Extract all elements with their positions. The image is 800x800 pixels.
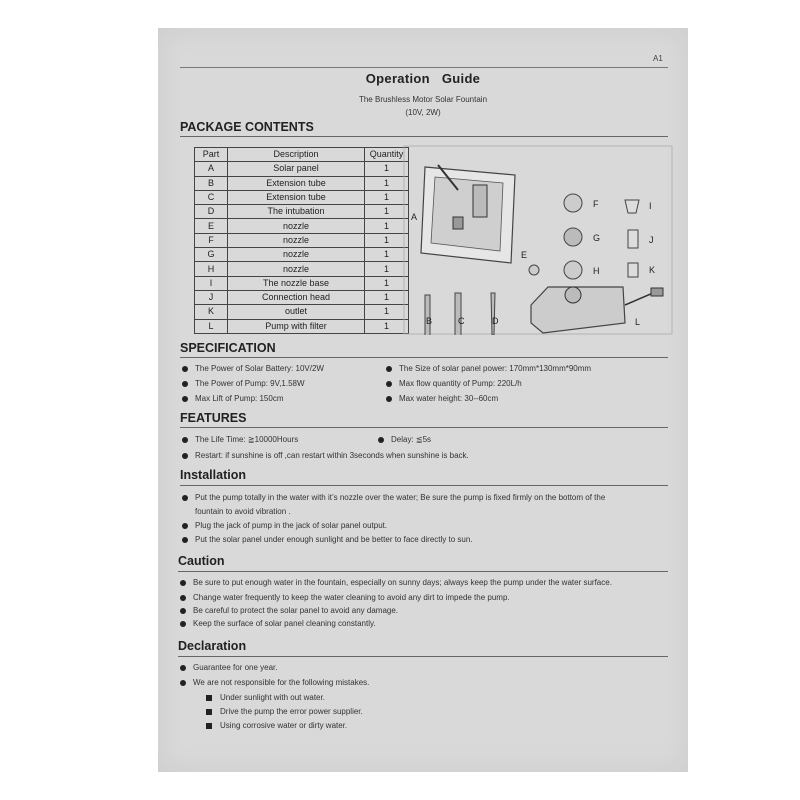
spec-pump-power: The Power of Pump: 9V,1.58W <box>182 379 305 388</box>
label-k: K <box>649 265 656 275</box>
feature-life-time: The Life Time: ≧10000Hours <box>182 435 298 444</box>
pump-drawing <box>531 287 663 333</box>
declaration-item: We are not responsible for the following mistakes. <box>180 678 369 687</box>
description-cell: nozzle <box>228 233 365 247</box>
spec-panel-size: The Size of solar panel power: 170mm*130mm*90mm <box>386 364 591 373</box>
bullet-icon <box>180 580 186 586</box>
square-bullet-icon <box>206 695 212 701</box>
bullet-icon <box>182 537 188 543</box>
description-cell: The nozzle base <box>228 276 365 290</box>
bullet-icon <box>386 366 392 372</box>
quantity-cell: 1 <box>365 219 409 233</box>
label-b-text: B <box>426 316 433 326</box>
quantity-cell: 1 <box>365 162 409 176</box>
quantity-cell: 1 <box>365 319 409 333</box>
bullet-icon <box>182 366 188 372</box>
caution-heading: Caution <box>178 554 225 568</box>
description-cell: Pump with filter <box>228 319 365 333</box>
bullet-icon <box>180 665 186 671</box>
description-cell: nozzle <box>228 262 365 276</box>
label-g: G <box>593 233 601 243</box>
feature-restart: Restart: if sunshine is off ,can restart within 3seconds when sunshine is back. <box>182 451 469 460</box>
part-cell: I <box>195 276 228 290</box>
manual-page <box>158 28 688 772</box>
caution-item: Be careful to protect the solar panel to avoid any damage. <box>180 606 398 615</box>
table-row <box>195 305 409 319</box>
connection-head-j-drawing <box>628 230 638 248</box>
quantity-cell: 1 <box>365 276 409 290</box>
outlet-k-drawing <box>628 263 638 277</box>
description-cell: Extension tube <box>228 176 365 190</box>
square-bullet-icon <box>206 709 212 715</box>
spec-battery: The Power of Solar Battery: 10V/2W <box>182 364 324 373</box>
specification-heading: SPECIFICATION <box>180 341 276 355</box>
title-operation: Operation <box>365 71 430 86</box>
spec-max-flow: Max flow quantity of Pump: 220L/h <box>386 379 522 388</box>
parts-illustration <box>403 145 673 335</box>
bullet-icon <box>386 396 392 402</box>
table-row <box>195 248 409 262</box>
package-contents-heading: PACKAGE CONTENTS <box>180 120 314 134</box>
description-cell: Solar panel <box>228 162 365 176</box>
features-rule <box>180 427 668 428</box>
power-rating: (10V, 2W) <box>405 108 441 117</box>
quantity-cell: 1 <box>365 233 409 247</box>
specification-rule <box>180 357 668 358</box>
label-c-text: C <box>458 316 465 326</box>
description-cell: Connection head <box>228 290 365 304</box>
description-cell: nozzle <box>228 219 365 233</box>
label-d-text: D <box>492 316 499 326</box>
installation-rule <box>180 485 668 486</box>
quantity-cell: 1 <box>365 290 409 304</box>
feature-delay: Delay: ≦5s <box>378 435 431 444</box>
table-row <box>195 262 409 276</box>
solar-panel-drawing <box>421 165 515 263</box>
quantity-cell: 1 <box>365 176 409 190</box>
quantity-cell: 1 <box>365 248 409 262</box>
part-cell: D <box>195 205 228 219</box>
declaration-sub-item: Drive the pump the error power supplier. <box>206 707 363 716</box>
declaration-sub-item: Using corrosive water or dirty water. <box>206 721 347 730</box>
quantity-cell: 1 <box>365 190 409 204</box>
part-cell: K <box>195 305 228 319</box>
description-cell: nozzle <box>228 248 365 262</box>
table-row <box>195 190 409 204</box>
caution-rule <box>178 571 668 572</box>
label-f: F <box>593 199 599 209</box>
caution-item: Change water frequently to keep the water cleaning to avoid any dirt to impede the pump. <box>180 593 510 602</box>
quantity-cell: 1 <box>365 305 409 319</box>
bullet-icon <box>180 680 186 686</box>
caution-item: Be sure to put enough water in the fountain, especially on sunny days; always keep the pump under the water surface. <box>180 578 612 587</box>
label-a: A <box>411 212 418 222</box>
label-h: H <box>593 266 600 276</box>
nozzle-base-i-drawing <box>625 200 639 213</box>
declaration-item: Guarantee for one year. <box>180 663 278 672</box>
bullet-icon <box>182 396 188 402</box>
document-subtitle: The Brushless Motor Solar Fountain <box>358 95 488 104</box>
declaration-heading: Declaration <box>178 639 247 653</box>
features-heading: FEATURES <box>180 411 247 425</box>
installation-step: Plug the jack of pump in the jack of solar panel output. <box>182 521 387 530</box>
parts-table <box>194 147 409 334</box>
bullet-icon <box>182 495 188 501</box>
bullet-icon <box>180 608 186 614</box>
part-cell: F <box>195 233 228 247</box>
table-row <box>195 205 409 219</box>
quantity-cell: 1 <box>365 205 409 219</box>
part-cell: C <box>195 190 228 204</box>
nozzle-e-drawing <box>529 265 539 275</box>
bullet-icon <box>180 595 186 601</box>
installation-step: Put the pump totally in the water with it’s nozzle over the water; Be sure the pump is fixed firmly on the bottom of the <box>182 493 605 502</box>
quantity-cell: 1 <box>365 262 409 276</box>
nozzle-g-drawing <box>564 228 582 246</box>
bullet-icon <box>386 381 392 387</box>
spec-max-lift: Max Lift of Pump: 150cm <box>182 394 283 403</box>
description-cell: outlet <box>228 305 365 319</box>
header-quantity: Quantity <box>365 148 409 162</box>
table-row <box>195 219 409 233</box>
label-j: J <box>649 235 654 245</box>
declaration-rule <box>178 656 668 657</box>
part-cell: E <box>195 219 228 233</box>
label-l: L <box>635 317 641 327</box>
square-bullet-icon <box>206 723 212 729</box>
bullet-icon <box>182 381 188 387</box>
caution-item: Keep the surface of solar panel cleaning constantly. <box>180 619 376 628</box>
table-row <box>195 319 409 333</box>
part-cell: L <box>195 319 228 333</box>
document-title <box>158 71 688 86</box>
page-id: A1 <box>653 54 663 63</box>
declaration-sub-item: Under sunlight with out water. <box>206 693 325 702</box>
description-cell: Extension tube <box>228 190 365 204</box>
bullet-icon <box>182 453 188 459</box>
part-cell: A <box>195 162 228 176</box>
table-row <box>195 233 409 247</box>
table-header-row <box>195 148 409 162</box>
header-description: Description <box>228 148 365 162</box>
spec-max-height: Max water height: 30--60cm <box>386 394 498 403</box>
bullet-icon <box>182 437 188 443</box>
part-cell: J <box>195 290 228 304</box>
intubation-d-drawing <box>491 293 495 335</box>
table-row <box>195 176 409 190</box>
part-cell: H <box>195 262 228 276</box>
package-rule <box>180 136 668 137</box>
label-i: I <box>649 201 652 211</box>
table-row <box>195 162 409 176</box>
tube-c-drawing <box>455 293 461 335</box>
part-cell: B <box>195 176 228 190</box>
installation-step: Put the solar panel under enough sunlight and be better to face directly to sun. <box>182 535 473 544</box>
nozzle-h-drawing <box>564 261 582 279</box>
tube-b-drawing <box>425 295 433 335</box>
table-row <box>195 276 409 290</box>
installation-step-continued: fountain to avoid vibration . <box>195 507 291 516</box>
label-e: E <box>521 250 528 260</box>
table-row <box>195 290 409 304</box>
title-guide: Guide <box>441 71 481 86</box>
bullet-icon <box>182 523 188 529</box>
bullet-icon <box>378 437 384 443</box>
header-rule <box>180 67 668 68</box>
header-part: Part <box>195 148 228 162</box>
description-cell: The intubation <box>228 205 365 219</box>
part-cell: G <box>195 248 228 262</box>
bullet-icon <box>180 621 186 627</box>
installation-heading: Installation <box>180 468 246 482</box>
nozzle-f-drawing <box>564 194 582 212</box>
